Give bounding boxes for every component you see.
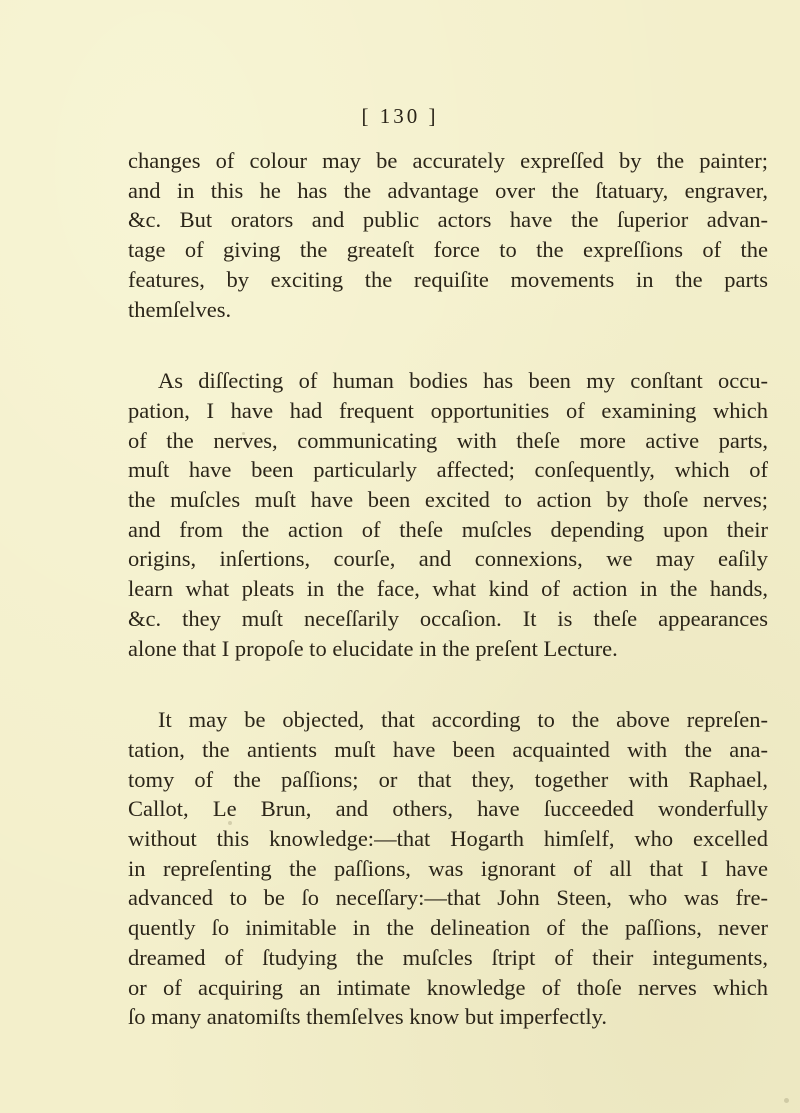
text-line: themſelves. <box>128 296 232 322</box>
paragraph-2 <box>128 366 768 663</box>
text-line: alone that I propoſe to elucidate in the preſent Lecture. <box>128 635 618 661</box>
text-line: dreamed of ſtudying the muſcles ſtript of their integuments, <box>128 944 768 970</box>
text-line: changes of colour may be accurately expreſſed by the painter; <box>128 148 768 173</box>
text-line: &c. they muſt neceſſarily occaſion. It is theſe appearances <box>128 605 768 631</box>
text-line: advanced to be ſo neceſſary:—that John Steen, who was fre- <box>128 885 768 911</box>
text-line: and from the action of theſe muſcles depending upon their <box>128 516 768 542</box>
text-line: or of acquiring an intimate knowledge of thoſe nerves which <box>128 974 768 1000</box>
paper-speck <box>784 1098 789 1103</box>
text-line: muſt have been particularly affected; conſequently, which of <box>128 457 768 483</box>
text-line: pation, I have had frequent opportunities of examining which <box>128 397 768 423</box>
text-line: tage of giving the greateſt force to the expreſſions of the <box>128 237 768 263</box>
paragraph-3 <box>128 705 768 1032</box>
text-line: without this knowledge:—that Hogarth himſelf, who excelled <box>128 826 768 852</box>
text-line: learn what pleats in the face, what kind of action in the hands, <box>128 576 768 602</box>
text-line: in repreſenting the paſſions, was ignorant of all that I have <box>128 855 768 881</box>
paragraph-1 <box>128 146 768 324</box>
text-line: features, by exciting the requiſite movements in the parts <box>128 266 768 292</box>
text-line: It may be objected, that according to the above repreſen- <box>158 707 768 733</box>
text-line: origins, inſertions, courſe, and connexions, we may eaſily <box>128 546 768 572</box>
text-line: of the nerves, communicating with theſe more active parts, <box>128 427 768 453</box>
body-text <box>128 146 768 1032</box>
text-line: and in this he has the advantage over the ſtatuary, engraver, <box>128 177 768 203</box>
text-line: the muſcles muſt have been excited to action by thoſe nerves; <box>128 487 768 513</box>
text-line: tomy of the paſſions; or that they, together with Raphael, <box>128 766 768 792</box>
text-line: Callot, Le Brun, and others, have ſucceeded wonderfully <box>128 796 768 822</box>
text-line: ſo many anatomiſts themſelves know but imperfectly. <box>128 1004 608 1030</box>
text-line: tation, the antients muſt have been acquainted with the ana- <box>128 736 768 762</box>
page-number: [ 130 ] <box>361 104 439 128</box>
text-line: &c. But orators and public actors have the ſuperior advan- <box>128 207 768 233</box>
text-line: As diſſecting of human bodies has been my conſtant occu- <box>158 368 768 394</box>
text-line: quently ſo inimitable in the delineation of the paſſions, never <box>128 915 768 941</box>
